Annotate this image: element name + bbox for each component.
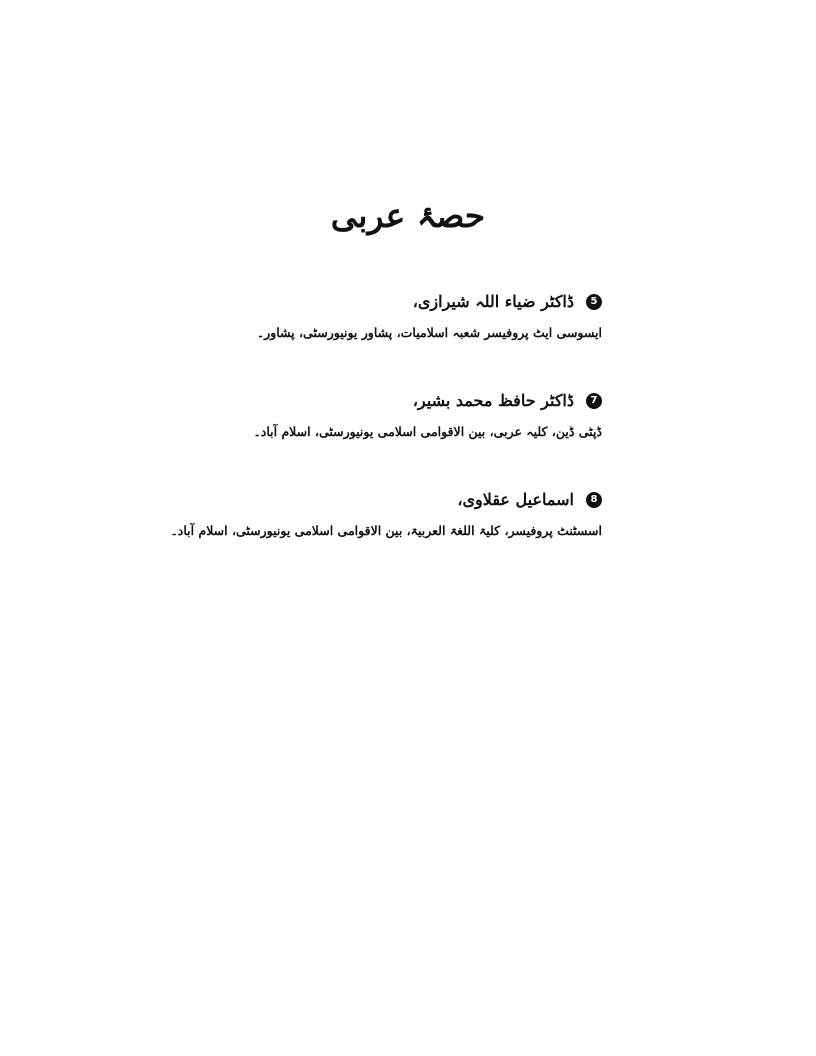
contributor-entry [257,292,602,340]
contributor-affiliation: ڈپٹی ڈین، کلیہ عربی، بین الاقوامی اسلامی یونیورسٹی، اسلام آباد۔ [253,424,602,439]
contributor-name: ڈاکٹر ضیاء اللہ شیرازی، [412,292,574,311]
entry-number-badge: 8 [586,492,602,508]
contributor-heading [253,391,602,410]
contributor-name: ڈاکٹر حافظ محمد بشیر، [412,391,574,410]
contributor-affiliation: اسسٹنٹ پروفیسر، کلیۃ اللغۃ العربیۃ، بین الاقوامی اسلامی یونیورسٹی، اسلام آباد۔ [170,523,602,538]
contributor-entry [253,391,602,439]
contributor-name: اسماعیل عقلاوی، [457,490,574,509]
contributor-heading [170,490,602,509]
entry-number-badge: 7 [586,393,602,409]
contributor-heading [257,292,602,311]
section-title: حصۂ عربی [330,196,486,235]
entry-number-badge: 5 [586,294,602,310]
contributor-entry [170,490,602,538]
contributor-affiliation: ایسوسی ایٹ پروفیسر شعبہ اسلامیات، پشاور یونیورسٹی، پشاور۔ [256,325,602,340]
